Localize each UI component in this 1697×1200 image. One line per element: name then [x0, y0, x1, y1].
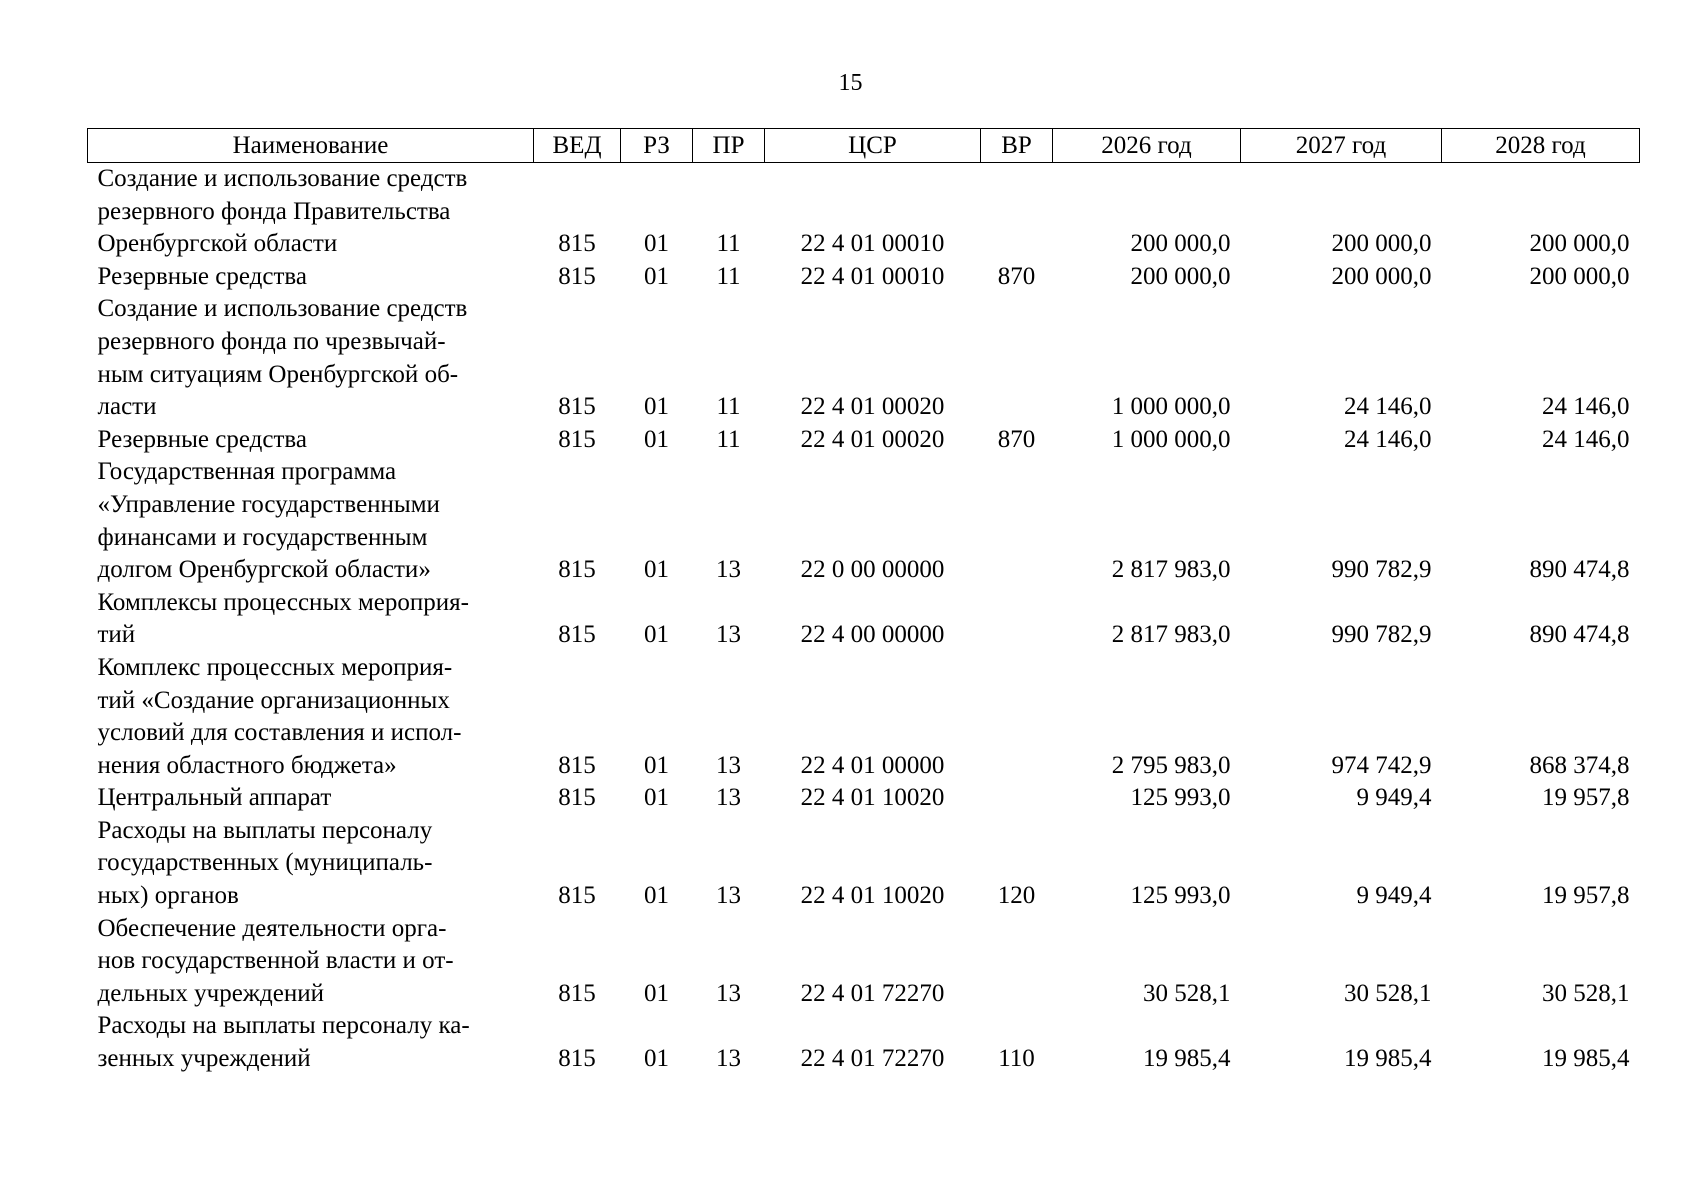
- cell-vr: 110: [998, 1045, 1035, 1073]
- cell-rz: 01: [644, 393, 669, 421]
- cell-vr: [981, 652, 1053, 782]
- name-line: условий для составления и испол-: [97, 719, 462, 747]
- cell-2028: 890 474,8: [1529, 556, 1630, 584]
- cell-csr: 22 4 01 00010: [800, 230, 945, 258]
- name-line: Расходы на выплаты персоналу: [97, 816, 433, 844]
- cell-2027: 200 000,0: [1331, 262, 1432, 290]
- cell-vr: [981, 587, 1053, 652]
- table-row: [88, 587, 1640, 652]
- cell-2026: 19 985,4: [1143, 1045, 1231, 1073]
- cell-ved: 815: [558, 393, 596, 421]
- cell-vr: [981, 456, 1053, 586]
- name-line: ных) органов: [97, 882, 239, 910]
- cell-2027: 19 985,4: [1344, 1045, 1432, 1073]
- name-line: ным ситуациям Оренбургской об-: [97, 360, 459, 388]
- name-line: дельных учреждений: [97, 979, 325, 1007]
- cell-name: [88, 1010, 534, 1075]
- cell-ved: 815: [558, 1045, 596, 1073]
- header-name: Наименование: [88, 129, 534, 163]
- name-line: Комплексы процессных мероприя-: [97, 588, 469, 616]
- cell-2026: 200 000,0: [1130, 230, 1231, 258]
- table-row: [88, 456, 1640, 586]
- cell-name: [88, 652, 534, 782]
- header-vr: ВР: [981, 129, 1053, 163]
- cell-pr: 13: [716, 556, 741, 584]
- cell-2026: 125 993,0: [1130, 882, 1231, 910]
- cell-2027: 990 782,9: [1331, 556, 1432, 584]
- cell-name: [88, 587, 534, 652]
- header-rz: РЗ: [621, 129, 693, 163]
- name-line: Создание и использование средств: [97, 165, 468, 192]
- name-line: резервного фонда по чрезвычай-: [97, 327, 446, 355]
- cell-vr: [981, 293, 1053, 423]
- cell-2028: 30 528,1: [1542, 979, 1630, 1007]
- header-2026: 2026 год: [1053, 129, 1241, 163]
- name-line: нов государственной власти и от-: [97, 947, 454, 975]
- table-row: [88, 815, 1640, 913]
- name-line: Расходы на выплаты персоналу ка-: [97, 1012, 470, 1040]
- cell-csr: 22 4 01 72270: [800, 979, 945, 1007]
- cell-2026: 2 795 983,0: [1111, 751, 1231, 779]
- cell-2028: 24 146,0: [1542, 393, 1630, 421]
- name-line: ласти: [97, 393, 157, 421]
- cell-name: [88, 261, 534, 294]
- name-line: Обеспечение деятельности орга-: [97, 914, 447, 942]
- cell-rz: 01: [644, 621, 669, 649]
- cell-csr: 22 4 01 10020: [800, 882, 945, 910]
- cell-ved: 815: [558, 230, 596, 258]
- name-line: тий «Создание организационных: [97, 686, 450, 714]
- table-row: [88, 424, 1640, 457]
- cell-csr: 22 4 01 00020: [800, 393, 945, 421]
- budget-table: [87, 128, 1640, 1076]
- cell-2028: 200 000,0: [1529, 230, 1630, 258]
- cell-pr: 13: [716, 1045, 741, 1073]
- table-header-row: [88, 129, 1640, 163]
- cell-ved: 815: [558, 621, 596, 649]
- cell-csr: 22 4 01 00000: [800, 751, 945, 779]
- name-line: Оренбургской области: [97, 230, 338, 258]
- cell-2026: 1 000 000,0: [1111, 425, 1231, 453]
- cell-csr: 22 4 01 00010: [800, 262, 945, 290]
- name-line: резервного фонда Правительства: [97, 197, 451, 225]
- cell-rz: 01: [644, 425, 669, 453]
- header-pr: ПР: [693, 129, 765, 163]
- table-body: [88, 163, 1640, 1076]
- cell-pr: 13: [716, 784, 741, 812]
- cell-rz: 01: [644, 556, 669, 584]
- name-line: тий: [97, 621, 136, 649]
- cell-pr: 13: [716, 979, 741, 1007]
- cell-ved: 815: [558, 751, 596, 779]
- cell-2026: 2 817 983,0: [1111, 621, 1231, 649]
- cell-2027: 24 146,0: [1344, 393, 1432, 421]
- cell-2026: 2 817 983,0: [1111, 556, 1231, 584]
- cell-2026: 30 528,1: [1143, 979, 1231, 1007]
- cell-2027: 30 528,1: [1344, 979, 1432, 1007]
- cell-name: [88, 782, 534, 815]
- cell-ved: 815: [558, 784, 596, 812]
- cell-rz: 01: [644, 230, 669, 258]
- name-line: государственных (муниципаль-: [97, 849, 433, 877]
- cell-vr: 870: [997, 262, 1036, 290]
- cell-ved: 815: [558, 556, 596, 584]
- cell-2027: 990 782,9: [1331, 621, 1432, 649]
- cell-vr: [981, 163, 1053, 261]
- name-line: долгом Оренбургской области»: [97, 556, 431, 584]
- cell-rz: 01: [644, 262, 669, 290]
- cell-2026: 1 000 000,0: [1111, 393, 1231, 421]
- table-row: [88, 782, 1640, 815]
- cell-name: [88, 293, 534, 423]
- cell-pr: 11: [716, 425, 741, 453]
- cell-ved: 815: [558, 979, 596, 1007]
- cell-vr: 870: [997, 425, 1036, 453]
- cell-rz: 01: [644, 979, 669, 1007]
- cell-rz: 01: [644, 1045, 669, 1073]
- cell-pr: 11: [716, 230, 741, 258]
- cell-ved: 815: [558, 425, 596, 453]
- name-line: Резервные средства: [97, 425, 307, 453]
- cell-pr: 11: [716, 262, 741, 290]
- cell-csr: 22 4 01 00020: [800, 425, 945, 453]
- cell-2027: 9 949,4: [1356, 882, 1432, 910]
- name-line: Комплекс процессных мероприя-: [97, 653, 453, 681]
- cell-2028: 868 374,8: [1529, 751, 1630, 779]
- cell-csr: 22 4 01 10020: [800, 784, 945, 812]
- table-row: [88, 261, 1640, 294]
- cell-2028: 19 957,8: [1542, 784, 1630, 812]
- cell-ved: 815: [558, 262, 596, 290]
- cell-csr: 22 0 00 00000: [800, 556, 945, 584]
- cell-rz: 01: [644, 751, 669, 779]
- name-line: нения областного бюджета»: [97, 751, 397, 779]
- table-row: [88, 1010, 1640, 1075]
- cell-2027: 200 000,0: [1331, 230, 1432, 258]
- cell-2028: 200 000,0: [1529, 262, 1630, 290]
- cell-name: [88, 913, 534, 1011]
- cell-2027: 24 146,0: [1344, 425, 1432, 453]
- name-line: Государственная программа: [97, 458, 397, 486]
- page-number-text: 15: [838, 70, 863, 96]
- cell-pr: 13: [716, 751, 741, 779]
- cell-csr: 22 4 00 00000: [800, 621, 945, 649]
- table-row: [88, 163, 1640, 261]
- name-line: Резервные средства: [97, 262, 307, 290]
- header-2028: 2028 год: [1442, 129, 1640, 163]
- header-csr: ЦСР: [765, 129, 981, 163]
- table-row: [88, 293, 1640, 423]
- cell-csr: 22 4 01 72270: [800, 1045, 945, 1073]
- name-line: Центральный аппарат: [97, 784, 332, 812]
- cell-2028: 19 985,4: [1542, 1045, 1630, 1073]
- cell-vr: 120: [997, 882, 1036, 910]
- table-row: [88, 652, 1640, 782]
- cell-name: [88, 456, 534, 586]
- cell-pr: 11: [716, 393, 741, 421]
- cell-2026: 125 993,0: [1130, 784, 1231, 812]
- cell-name: [88, 163, 534, 261]
- cell-2026: 200 000,0: [1130, 262, 1231, 290]
- page-number: [0, 70, 1697, 97]
- name-line: зенных учреждений: [97, 1045, 311, 1073]
- cell-rz: 01: [644, 784, 669, 812]
- header-2027: 2027 год: [1241, 129, 1442, 163]
- cell-pr: 13: [716, 882, 741, 910]
- cell-vr: [981, 782, 1053, 815]
- cell-name: [88, 424, 534, 457]
- cell-2028: 24 146,0: [1542, 425, 1630, 453]
- cell-2027: 974 742,9: [1331, 751, 1432, 779]
- table-row: [88, 913, 1640, 1011]
- name-line: «Управление государственными: [97, 490, 440, 518]
- cell-pr: 13: [716, 621, 741, 649]
- cell-rz: 01: [644, 882, 669, 910]
- cell-2027: 9 949,4: [1356, 784, 1432, 812]
- name-line: Создание и использование средств: [97, 295, 468, 323]
- cell-ved: 815: [558, 882, 596, 910]
- name-line: финансами и государственным: [97, 523, 428, 551]
- cell-vr: [981, 913, 1053, 1011]
- cell-2028: 19 957,8: [1542, 882, 1630, 910]
- cell-name: [88, 815, 534, 913]
- cell-2028: 890 474,8: [1529, 621, 1630, 649]
- header-ved: ВЕД: [534, 129, 621, 163]
